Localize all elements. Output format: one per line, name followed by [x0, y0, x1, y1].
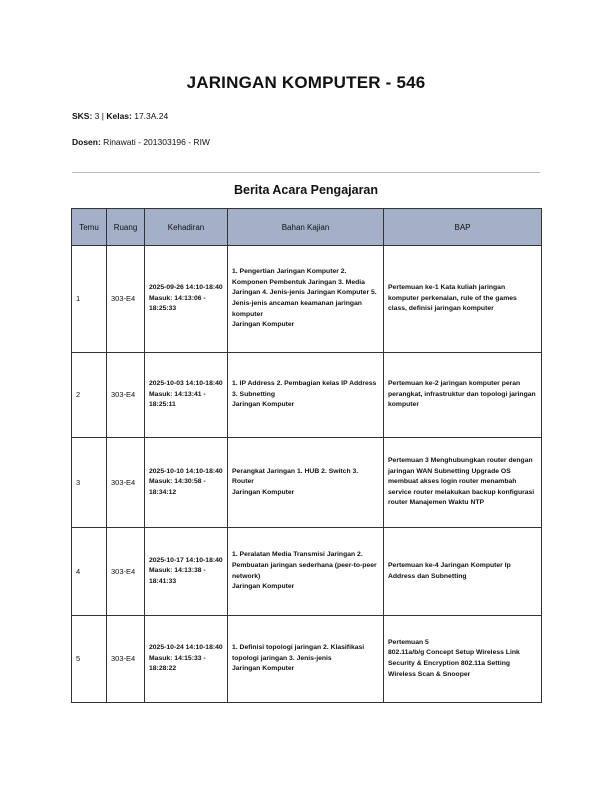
temu-cell: 3 [72, 438, 107, 528]
ruang-cell: 303-E4 [107, 528, 145, 616]
bahan-topik: Jaringan Komputer [232, 321, 295, 329]
bahan-topik: Jaringan Komputer [232, 401, 295, 409]
masuk-text: Masuk: 14:30:58 - 18:34:12 [149, 478, 206, 496]
ruang-cell: 303-E4 [107, 246, 145, 353]
temu-cell: 2 [72, 353, 107, 438]
sks-kelas-line [72, 111, 168, 121]
header-kehadiran: Kehadiran [145, 209, 228, 246]
bahan-cell [228, 353, 384, 438]
jadwal-text: 2025-10-03 14:10-18:40 [149, 380, 223, 388]
header-bap: BAP [384, 209, 542, 246]
masuk-text: Masuk: 14:13:06 - 18:25:33 [149, 294, 206, 313]
bahan-cell [228, 246, 384, 353]
bahan-text: 1. Definisi topologi jaringan 2. Klasifikasi topologi jaringan 3. Jenis-jenis [232, 644, 365, 662]
dosen-label: Dosen: [72, 137, 101, 147]
table-row [72, 353, 542, 438]
bap-cell [384, 616, 542, 703]
dosen-line [72, 137, 210, 147]
bap-cell: Pertemuan ke-4 Jaringan Komputer Ip Address dan Subnetting [384, 528, 542, 616]
document-title: JARINGAN KOMPUTER - 546 [186, 73, 426, 92]
kehadiran-cell [145, 528, 228, 616]
kelas-value: 17.3A.24 [131, 111, 169, 121]
bahan-text: Perangkat Jaringan 1. HUB 2. Switch 3. Router [232, 467, 359, 486]
masuk-text: Masuk: 14:15:33 - 18:28:22 [149, 654, 206, 673]
header-temu: Temu [72, 209, 107, 246]
berita-acara-table [71, 208, 542, 703]
bap-cell: Pertemuan ke-2 jaringan komputer peran perangkat, infrastruktur dan topologi jaringan komputer [384, 353, 542, 438]
header-bahan-kajian: Bahan Kajian [228, 209, 384, 246]
kehadiran-cell [145, 246, 228, 353]
table-row [72, 438, 542, 528]
jadwal-text: 2025-10-24 14:10-18:40 [149, 644, 223, 652]
table-row [72, 528, 542, 616]
kehadiran-cell [145, 616, 228, 703]
table-header-row [72, 209, 542, 246]
ruang-cell: 303-E4 [107, 438, 145, 528]
header-ruang: Ruang [107, 209, 145, 246]
sks-label: SKS: [72, 111, 93, 121]
jadwal-text: 2025-10-10 14:10-18:40 [149, 467, 223, 475]
table-row [72, 616, 542, 703]
jadwal-text: 2025-09-26 14:10-18:40 [149, 284, 223, 292]
bahan-cell [228, 616, 384, 703]
kelas-label: Kelas: [106, 111, 132, 121]
sks-value: 3 | [92, 111, 107, 121]
jadwal-text: 2025-10-17 14:10-18:40 [149, 556, 223, 564]
masuk-text: Masuk: 14:13:41 - 18:25:11 [149, 390, 206, 409]
masuk-text: Masuk: 14:13:38 - 18:41:33 [149, 567, 206, 585]
kehadiran-cell [145, 438, 228, 528]
bahan-topik: Jaringan Komputer [232, 665, 295, 673]
bap-cell: Pertemuan ke-1 Kata kuliah jaringan komputer perkenalan, rule of the games class, definisi jaringan komputer [384, 246, 542, 353]
bahan-topik: Jaringan Komputer [232, 488, 295, 496]
ruang-cell: 303-E4 [107, 616, 145, 703]
dosen-value: Rinawati - 201303196 - RIW [100, 137, 210, 147]
temu-cell: 5 [72, 616, 107, 703]
divider [72, 172, 540, 173]
temu-cell: 1 [72, 246, 107, 353]
bahan-cell [228, 528, 384, 616]
kehadiran-cell [145, 353, 228, 438]
bahan-text: 1. Peralatan Media Transmisi Jaringan 2. Pembuatan jaringan sederhana (peer-to-peer network) [232, 551, 377, 580]
bahan-topik: Jaringan Komputer [232, 583, 295, 591]
temu-cell: 4 [72, 528, 107, 616]
bahan-text: 1. IP Address 2. Pembagian kelas IP Address 3. Subnetting [232, 380, 377, 398]
section-title: Berita Acara Pengajaran [233, 183, 379, 197]
bahan-cell [228, 438, 384, 528]
table-row [72, 246, 542, 353]
bahan-text: 1. Pengertian Jaringan Komputer 2. Komponen Pembentuk Jaringan 3. Media Jaringan 4. Jenis-jenis Jaringan Komputer 5. Jenis-jenis ancaman keamanan jaringan komputer [232, 268, 377, 318]
bap-title: Pertemuan 5 [388, 638, 429, 646]
bap-text: 802.11a/b/g Concept Setup Wireless Link Security & Encryption 802.11a Setting Wireless Scan & Snooper [388, 649, 520, 678]
ruang-cell: 303-E4 [107, 353, 145, 438]
bap-cell: Pertemuan 3 Menghubungkan router dengan jaringan WAN Subnetting Upgrade OS membuat akses login router menambah service router melakukan backup konfigurasi router Manajemen Waktu NTP [384, 438, 542, 528]
